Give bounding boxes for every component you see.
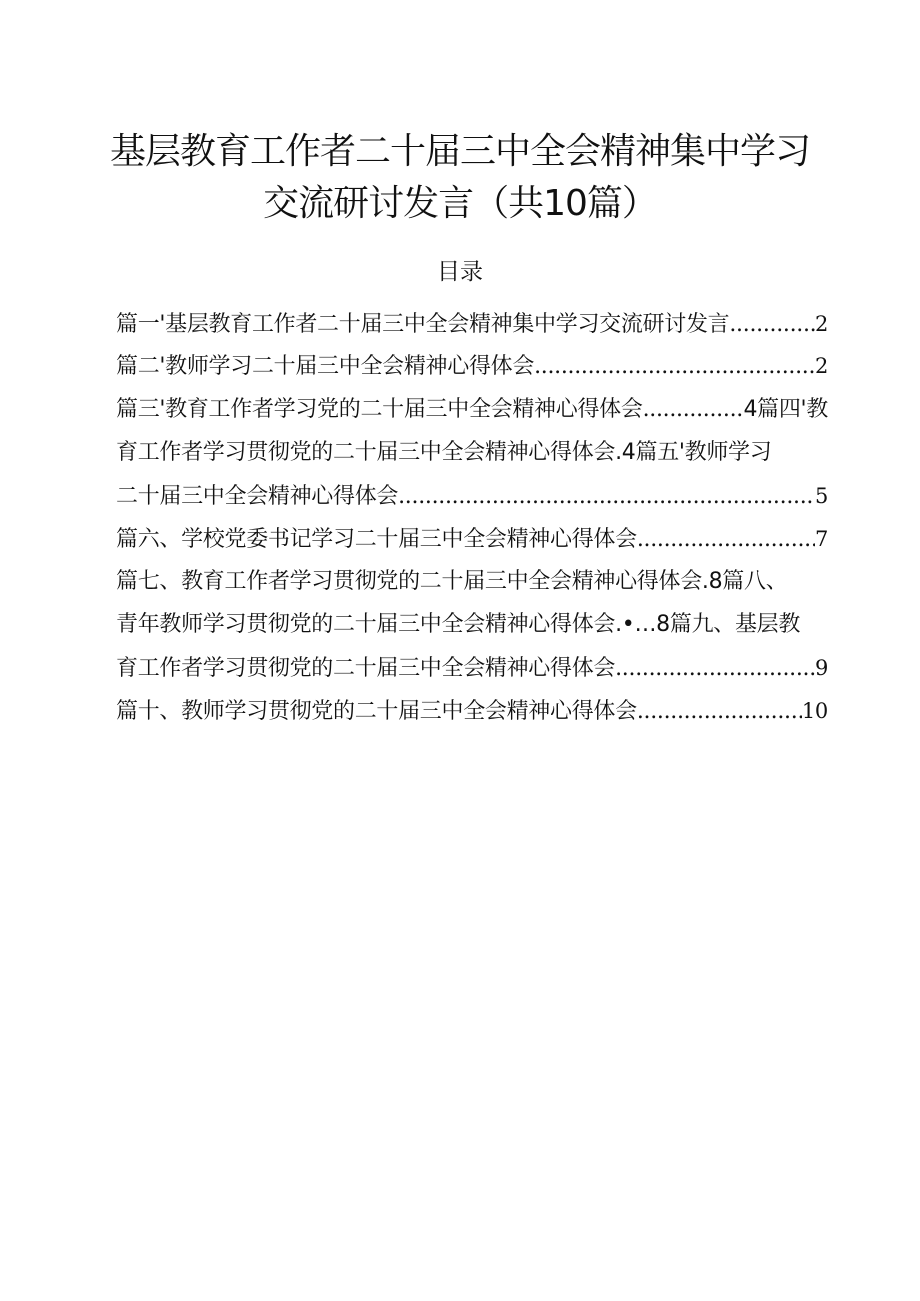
toc-entry-6[interactable] (116, 523, 828, 555)
toc-entry-text: 篇二'教师学习二十届三中全会精神心得体会 (116, 354, 535, 379)
toc-entry-tail: 4篇四'教 (743, 397, 828, 422)
toc-entry-7[interactable]: 篇七、教育工作者学习贯彻党的二十届三中全会精神心得体会.8篇八、 (116, 569, 788, 594)
toc-entry-text: 二十届三中全会精神心得体会 (116, 484, 399, 509)
toc-entry-8[interactable]: 青年教师学习贯彻党的二十届三中全会精神心得体会.•…8篇九、基层教 (116, 612, 801, 637)
toc-dot-leader (398, 481, 815, 512)
toc-page-number: 2 (814, 312, 828, 336)
toc-entry-text: 篇六、学校党委书记学习二十届三中全会精神心得体会 (116, 527, 637, 552)
toc-page-number: 7 (814, 527, 828, 551)
toc-entry-3[interactable] (116, 394, 828, 426)
toc-entry-text: 育工作者学习贯彻党的二十届三中全会精神心得体会 (116, 656, 616, 681)
toc-entry-text: 篇一'基层教育工作者二十届三中全会精神集中学习交流研讨发言 (116, 312, 730, 337)
toc-page-number: 10 (801, 699, 828, 723)
toc-page-number: 9 (814, 656, 828, 680)
toc-dot-leader (637, 524, 815, 555)
toc-dot-leader (615, 653, 815, 684)
toc-entry-2[interactable] (116, 350, 828, 382)
toc-entry-1[interactable] (116, 308, 828, 340)
toc-dot-leader (534, 351, 815, 382)
toc-entry-5[interactable] (116, 480, 828, 512)
toc-dot-leader (637, 696, 802, 727)
document-title-line-2: 交流研讨发言（共10篇） (263, 183, 657, 224)
toc-heading: 目录 (437, 259, 483, 285)
toc-entry-9[interactable] (116, 652, 828, 684)
toc-entry-text: 篇三'教育工作者学习党的二十届三中全会精神心得体会 (116, 397, 643, 422)
toc-dot-leader (643, 394, 744, 426)
toc-entry-10[interactable] (116, 695, 828, 727)
document-title-line-1: 基层教育工作者二十届三中全会精神集中学习 (109, 131, 810, 172)
toc-entry-text: 篇十、教师学习贯彻党的二十届三中全会精神心得体会 (116, 699, 637, 724)
toc-entry-4[interactable]: 育工作者学习贯彻党的二十届三中全会精神心得体会.4篇五'教师学习 (116, 440, 772, 465)
toc-dot-leader (729, 309, 815, 340)
toc-page-number: 2 (814, 354, 828, 378)
toc-page-number: 5 (814, 484, 828, 508)
